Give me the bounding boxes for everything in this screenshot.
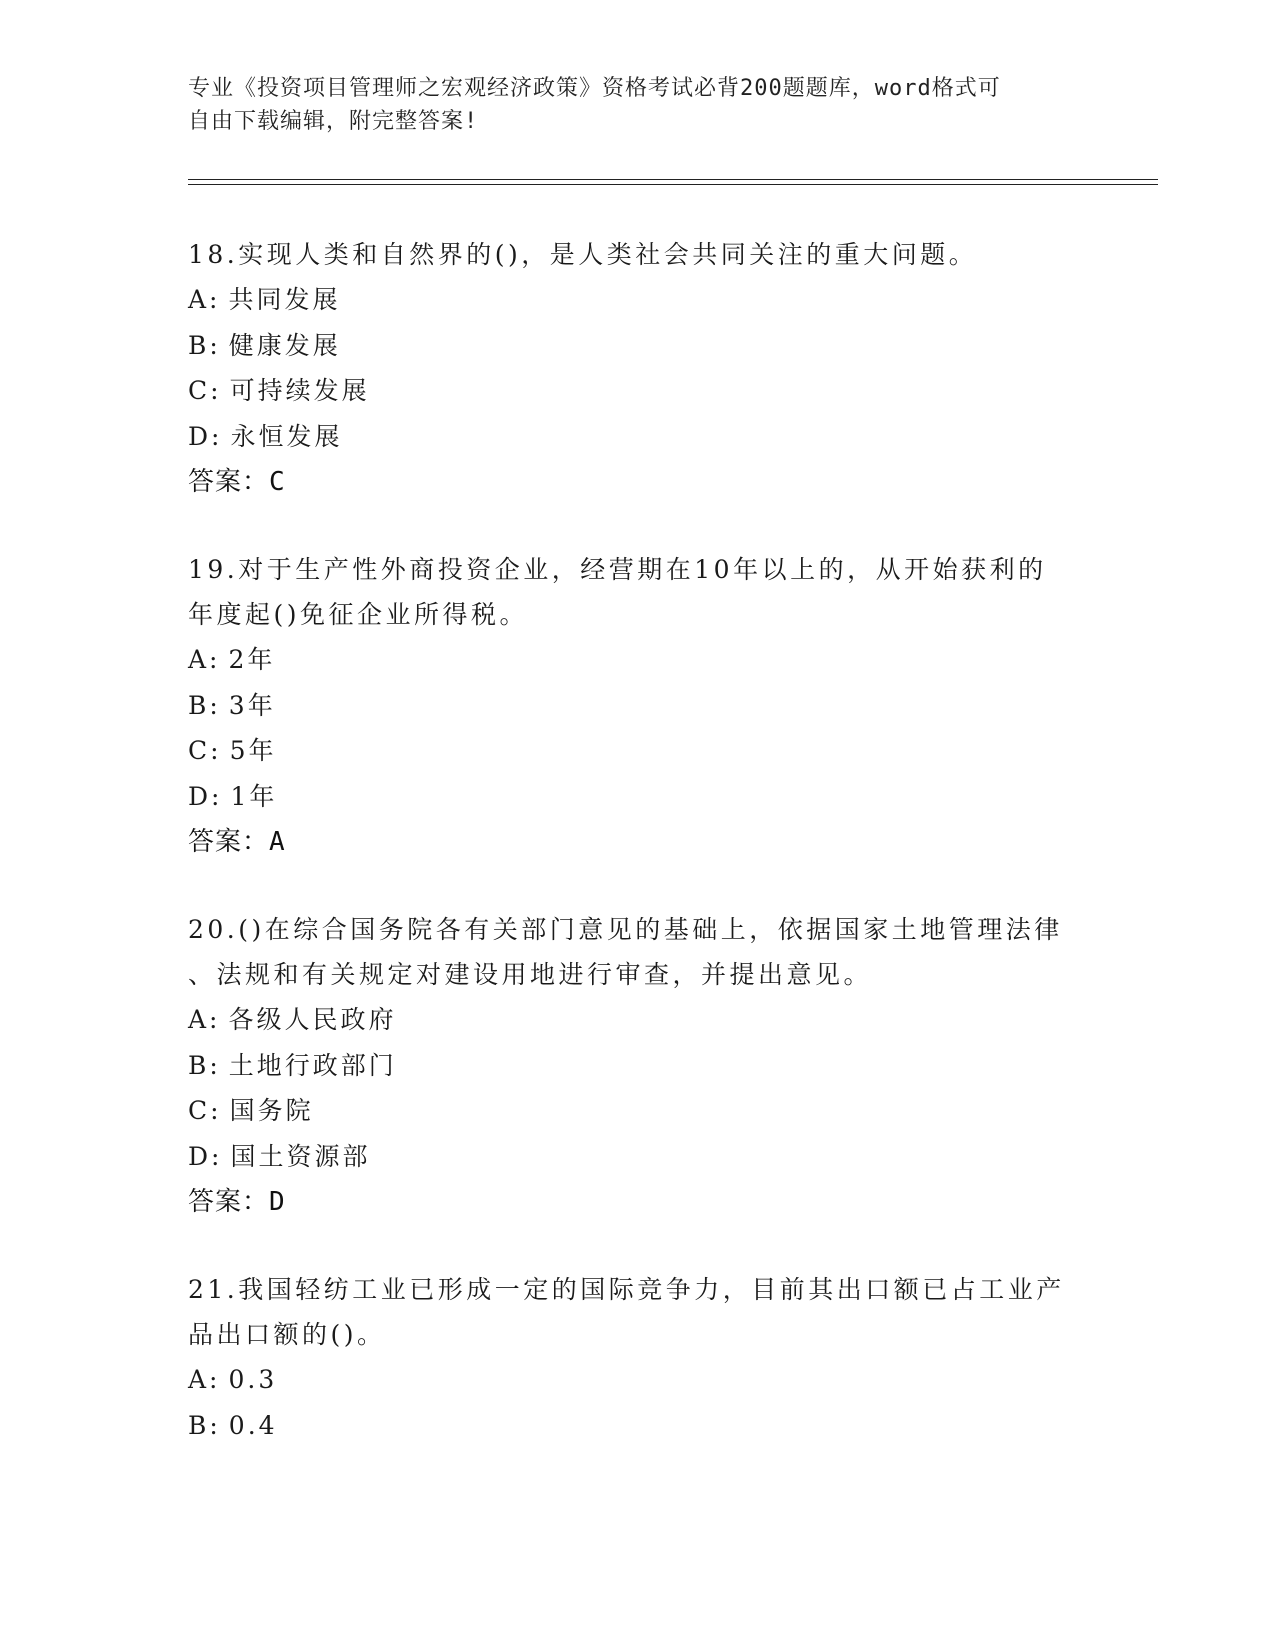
option-text: 0.4	[228, 1410, 278, 1440]
option-label: A:	[188, 645, 221, 674]
option-label: A:	[188, 1365, 221, 1394]
option-c	[188, 1088, 1088, 1134]
option-d	[188, 414, 1088, 460]
option-a	[188, 277, 1088, 323]
question-text-line-1: 20.()在综合国务院各有关部门意见的基础上，依据国家土地管理法律	[188, 915, 1063, 944]
option-a	[188, 997, 1088, 1043]
option-b	[188, 1043, 1088, 1089]
question-text: 18.实现人类和自然界的()，是人类社会共同关注的重大问题。	[188, 240, 978, 269]
answer: 答案：A	[188, 827, 286, 857]
answer: 答案：C	[188, 467, 286, 497]
question-19	[188, 547, 1088, 865]
question-text-line-2: 、法规和有关规定对建设用地进行审查，并提出意见。	[188, 960, 873, 989]
option-a	[188, 1357, 1088, 1403]
option-label: A:	[188, 1005, 221, 1034]
option-label: B:	[188, 330, 221, 360]
option-text: 国土资源部	[230, 1141, 371, 1171]
option-label: C:	[188, 736, 222, 765]
option-b	[188, 683, 1088, 729]
option-c	[188, 728, 1088, 774]
option-text: 国务院	[229, 1096, 314, 1125]
answer: 答案：D	[188, 1187, 286, 1217]
option-b	[188, 323, 1088, 369]
option-d	[188, 1134, 1088, 1180]
option-text: 5年	[229, 736, 277, 765]
option-label: B:	[188, 1410, 221, 1440]
option-text: 1年	[230, 781, 278, 811]
question-18	[188, 232, 1088, 505]
option-label: A:	[188, 285, 221, 314]
option-text: 3年	[228, 690, 276, 720]
option-text: 各级人民政府	[228, 1005, 397, 1034]
option-text: 0.3	[228, 1365, 278, 1394]
option-label: D:	[188, 421, 223, 451]
option-label: C:	[188, 1096, 222, 1125]
option-label: C:	[188, 376, 222, 405]
option-label: D:	[188, 1141, 223, 1171]
option-text: 可持续发展	[229, 376, 370, 405]
option-text: 永恒发展	[230, 421, 343, 451]
option-text: 土地行政部门	[228, 1050, 397, 1080]
question-text-line-1: 21.我国轻纺工业已形成一定的国际竞争力，目前其出口额已占工业产	[188, 1275, 1065, 1304]
question-text-line-2: 年度起()免征企业所得税。	[188, 600, 529, 629]
option-b	[188, 1403, 1088, 1449]
document-header	[188, 72, 1088, 138]
question-20	[188, 907, 1088, 1225]
option-c	[188, 368, 1088, 414]
question-text-line-2: 品出口额的()。	[188, 1320, 386, 1349]
option-label: B:	[188, 1050, 221, 1080]
option-text: 共同发展	[228, 285, 341, 314]
question-list	[188, 232, 1088, 1490]
header-line-1: 专业《投资项目管理师之宏观经济政策》资格考试必背200题题库，word格式可	[188, 76, 1001, 101]
header-line-2: 自由下载编辑，附完整答案!	[188, 109, 479, 134]
question-text-line-1: 19.对于生产性外商投资企业，经营期在10年以上的，从开始获利的	[188, 555, 1047, 584]
option-d	[188, 774, 1088, 820]
header-divider-top	[188, 179, 1158, 180]
question-21	[188, 1267, 1088, 1448]
option-text: 健康发展	[228, 330, 341, 360]
option-a	[188, 637, 1088, 683]
option-label: D:	[188, 781, 223, 811]
header-divider-bottom	[188, 184, 1158, 185]
option-text: 2年	[228, 645, 276, 674]
option-label: B:	[188, 690, 221, 720]
